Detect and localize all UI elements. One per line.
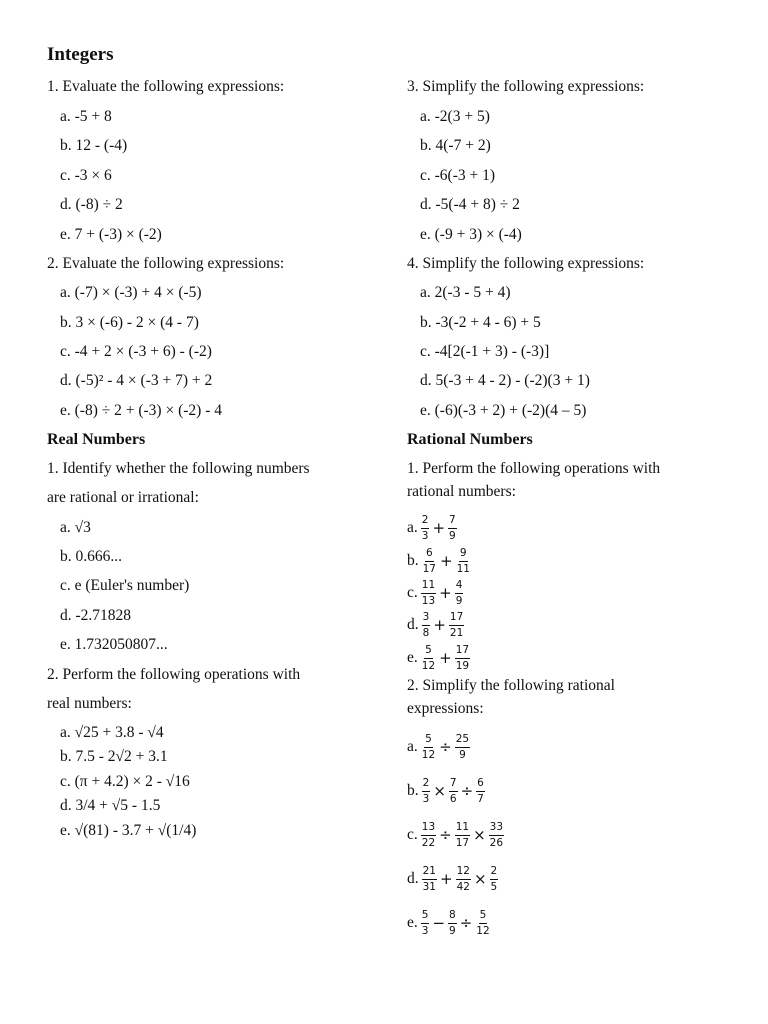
integers-q2-item-b: b. 3 × (-6) - 2 × (4 - 7) (60, 314, 199, 331)
integers-q3-item-d: d. -5(-4 + 8) ÷ 2 (420, 196, 520, 213)
fraction-numerator: 6 (476, 778, 485, 792)
fraction-denominator: 26 (489, 836, 504, 849)
integers-q1-item-b: b. 12 - (-4) (60, 137, 128, 154)
operator-symbol: + (432, 519, 446, 537)
fraction (455, 645, 470, 671)
fraction (489, 822, 504, 848)
fraction-numerator: 17 (455, 645, 470, 659)
fraction-denominator: 5 (490, 880, 498, 893)
fraction-numerator: 2 (421, 515, 430, 529)
item-label: b. (407, 782, 419, 799)
integers-q4-item-e: e. (-6)(-3 + 2) + (-2)(4 – 5) (420, 402, 587, 419)
fraction (421, 580, 436, 606)
fraction-numerator: 25 (455, 734, 470, 748)
rational-q2-item-d (407, 866, 499, 892)
fraction-denominator: 17 (422, 562, 436, 575)
operator-symbol: ÷ (439, 826, 452, 844)
integers-q1-item-d: d. (-8) ÷ 2 (60, 196, 123, 213)
fraction-denominator: 21 (449, 626, 464, 639)
operator-symbol: ÷ (439, 738, 452, 756)
item-label: a. (407, 519, 418, 536)
fraction-denominator: 17 (455, 836, 470, 849)
rational-q2-item-b (407, 778, 486, 804)
rational-q2-item-c (407, 822, 505, 848)
fraction-denominator: 31 (422, 880, 436, 893)
fraction-denominator: 9 (455, 594, 463, 607)
fraction-numerator: 17 (449, 612, 464, 626)
real-q2-item-d: d. 3/4 + √5 - 1.5 (60, 797, 161, 814)
rational-q2-heading-line1: 2. Simplify the following rational (407, 677, 615, 694)
real-q1-heading-line1: 1. Identify whether the following numbers (47, 460, 310, 477)
fraction-denominator: 8 (422, 626, 430, 639)
fraction (421, 822, 436, 848)
operator-symbol: ÷ (460, 782, 474, 800)
fraction (421, 515, 430, 541)
fraction-denominator: 22 (421, 836, 436, 849)
real-q2-item-b: b. 7.5 - 2√2 + 3.1 (60, 748, 168, 765)
fraction-numerator: 5 (424, 645, 433, 659)
rational-q1-heading-line2: rational numbers: (407, 483, 516, 500)
fraction (422, 548, 437, 574)
fraction-numerator: 7 (448, 515, 457, 529)
fraction-numerator: 12 (456, 866, 471, 880)
fraction-denominator: 6 (449, 792, 457, 805)
rational-q2-item-e (407, 910, 492, 936)
real-q2-heading-line2: real numbers: (47, 695, 132, 712)
rational-q1-heading-line1: 1. Perform the following operations with (407, 460, 661, 477)
integers-q3-heading: 3. Simplify the following expressions: (407, 78, 645, 95)
fraction (448, 910, 457, 936)
fraction-numerator: 2 (490, 866, 499, 880)
fraction (455, 822, 470, 848)
fraction-numerator: 9 (459, 548, 468, 562)
item-label: d. (407, 616, 419, 633)
fraction (490, 866, 499, 892)
section-title-real-numbers: Real Numbers (47, 431, 146, 448)
rational-q1-item-d (407, 612, 465, 638)
integers-q4-item-a: a. 2(-3 - 5 + 4) (420, 284, 511, 301)
item-label: c. (407, 826, 418, 843)
rational-q1-item-a (407, 515, 458, 541)
fraction-denominator: 12 (421, 748, 436, 761)
rational-q1-item-c (407, 580, 464, 606)
operator-symbol: + (439, 584, 452, 602)
fraction (476, 778, 485, 804)
operator-symbol: + (440, 870, 453, 888)
fraction (449, 778, 458, 804)
fraction (455, 734, 470, 760)
item-label: e. (407, 914, 418, 931)
item-label: e. (407, 649, 418, 666)
fraction-denominator: 13 (421, 594, 436, 607)
fraction-denominator: 9 (449, 924, 456, 937)
integers-q2-item-e: e. (-8) ÷ 2 + (-3) × (-2) - 4 (60, 402, 222, 419)
fraction-numerator: 5 (479, 910, 488, 924)
real-q1-item-a: a. √3 (60, 519, 91, 536)
fraction (475, 910, 490, 936)
section-title-integers: Integers (47, 44, 114, 65)
rational-q2-heading-line2: expressions: (407, 700, 484, 717)
integers-q4-item-d: d. 5(-3 + 4 - 2) - (-2)(3 + 1) (420, 372, 590, 389)
integers-q3-item-a: a. -2(3 + 5) (420, 108, 490, 125)
fraction-numerator: 7 (449, 778, 458, 792)
fraction-numerator: 21 (422, 866, 437, 880)
operator-symbol: + (440, 552, 453, 570)
integers-q3-item-b: b. 4(-7 + 2) (420, 137, 491, 154)
integers-q2-item-a: a. (-7) × (-3) + 4 × (-5) (60, 284, 202, 301)
integers-q2-heading: 2. Evaluate the following expressions: (47, 255, 285, 272)
integers-q4-item-c: c. -4[2(-1 + 3) - (-3)] (420, 343, 550, 360)
item-label: d. (407, 870, 419, 887)
real-q2-item-e: e. √(81) - 3.7 + √(1/4) (60, 822, 197, 839)
integers-q1-item-e: e. 7 + (-3) × (-2) (60, 226, 162, 243)
rational-q1-item-b (407, 548, 472, 574)
integers-q4-item-b: b. -3(-2 + 4 - 6) + 5 (420, 314, 541, 331)
fraction-denominator: 7 (477, 792, 484, 805)
integers-q2-item-c: c. -4 + 2 × (-3 + 6) - (-2) (60, 343, 212, 360)
fraction-numerator: 5 (424, 734, 433, 748)
fraction-denominator: 3 (421, 924, 429, 937)
item-label: a. (407, 738, 418, 755)
fraction-numerator: 5 (421, 910, 430, 924)
fraction (422, 778, 431, 804)
real-q2-item-c: c. (π + 4.2) × 2 - √16 (60, 773, 190, 790)
integers-q3-item-c: c. -6(-3 + 1) (420, 167, 496, 184)
operator-symbol: + (439, 649, 452, 667)
fraction-numerator: 2 (422, 778, 431, 792)
fraction-denominator: 3 (422, 792, 430, 805)
fraction (422, 612, 431, 638)
fraction-denominator: 42 (456, 880, 470, 893)
rational-q2-item-a (407, 734, 471, 760)
item-label: c. (407, 584, 418, 601)
fraction-denominator: 19 (455, 659, 470, 672)
fraction-denominator: 11 (456, 562, 470, 575)
integers-q1-item-c: c. -3 × 6 (60, 167, 112, 184)
integers-q2-item-d: d. (-5)² - 4 × (-3 + 7) + 2 (60, 372, 213, 389)
fraction (421, 910, 430, 936)
fraction-denominator: 3 (421, 529, 429, 542)
fraction-numerator: 11 (455, 822, 470, 836)
fraction-numerator: 4 (455, 580, 464, 594)
integers-q4-heading: 4. Simplify the following expressions: (407, 255, 645, 272)
fraction-denominator: 9 (459, 748, 466, 761)
rational-q1-item-e (407, 645, 471, 671)
fraction (422, 866, 437, 892)
fraction (455, 580, 464, 606)
fraction-numerator: 8 (448, 910, 457, 924)
fraction (448, 515, 457, 541)
real-q1-item-d: d. -2.71828 (60, 607, 132, 624)
operator-symbol: + (433, 616, 446, 634)
fraction (449, 612, 464, 638)
item-label: b. (407, 552, 419, 569)
fraction (421, 734, 436, 760)
operator-symbol: − (432, 914, 446, 932)
fraction-numerator: 3 (422, 612, 431, 626)
fraction-numerator: 13 (421, 822, 436, 836)
real-q1-heading-line2: are rational or irrational: (47, 489, 199, 506)
fraction (456, 548, 471, 574)
integers-q3-item-e: e. (-9 + 3) × (-4) (420, 226, 522, 243)
section-title-rational-numbers: Rational Numbers (407, 431, 533, 448)
real-q1-item-b: b. 0.666... (60, 548, 122, 565)
fraction-numerator: 33 (489, 822, 504, 836)
fraction-denominator: 9 (449, 529, 456, 542)
operator-symbol: × (433, 782, 446, 800)
fraction-numerator: 11 (421, 580, 436, 594)
real-q1-item-c: c. e (Euler's number) (60, 577, 190, 594)
real-q2-item-a: a. √25 + 3.8 - √4 (60, 724, 164, 741)
fraction-denominator: 12 (421, 659, 436, 672)
operator-symbol: × (473, 826, 486, 844)
operator-symbol: × (473, 870, 487, 888)
integers-q1-item-a: a. -5 + 8 (60, 108, 112, 125)
operator-symbol: ÷ (459, 914, 473, 932)
fraction-numerator: 6 (425, 548, 434, 562)
real-q1-item-e: e. 1.732050807... (60, 636, 168, 653)
fraction (421, 645, 436, 671)
fraction (456, 866, 471, 892)
real-q2-heading-line1: 2. Perform the following operations with (47, 666, 301, 683)
fraction-denominator: 12 (476, 924, 490, 937)
integers-q1-heading: 1. Evaluate the following expressions: (47, 78, 285, 95)
